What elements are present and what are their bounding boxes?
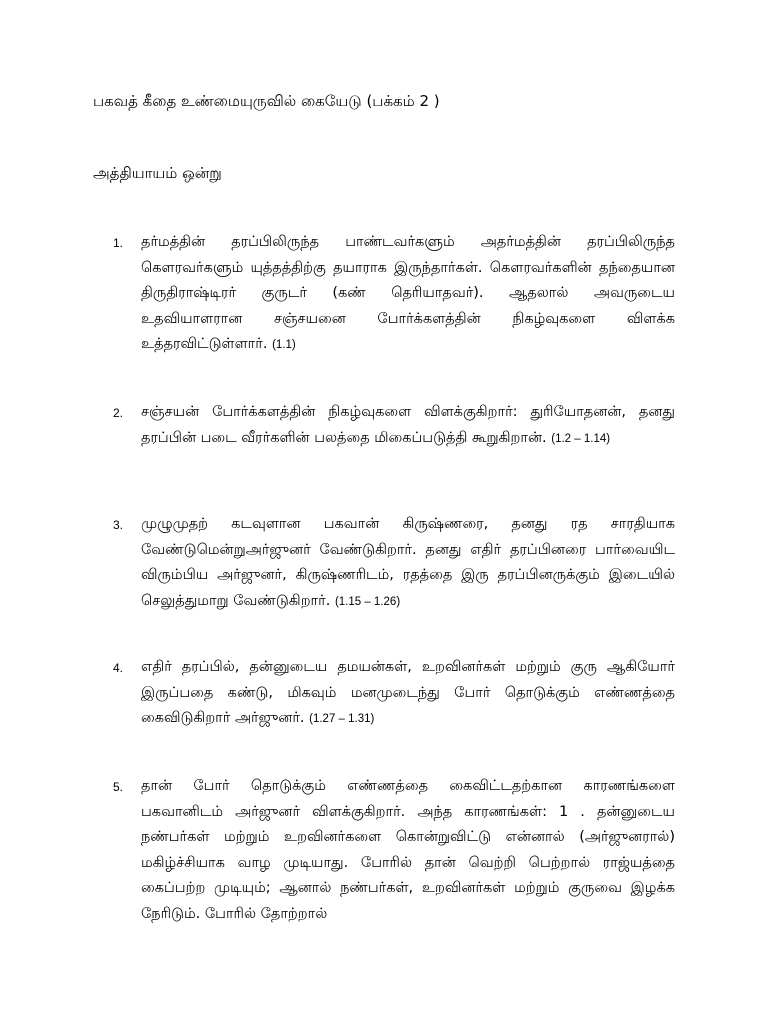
verse-reference: (1.27 – 1.31) xyxy=(309,713,375,726)
list-item-text xyxy=(141,774,675,928)
document-title: பகவத் கீதை உண்மையுருவில் கையேடு (பக்கம் 2 ) xyxy=(93,92,440,110)
list-item-body: எதிர் தரப்பில், தன்னுடைய தமயன்கள், உறவினர்கள் மற்றும் குரு ஆகியோர் இருப்பதை கண்டு, மிகவும் மனமுடைந்து போர் தொடுக்கும் எண்ணத்தை கைவிடுகிறார் அர்ஜுனர். xyxy=(141,659,675,727)
list-item-body: முழுமுதற் கடவுளான பகவான் கிருஷ்ணரை, தனது ரத சாரதியாக வேண்டுமென்றுஅர்ஜுனர் வேண்டுகிறார். தனது எதிர் தரப்பினரை பார்வையிட விரும்பிய அர்ஜுனர், கிருஷ்ணரிடம், ரதத்தை இரு தரப்பினருக்கும் இடையில் செலுத்துமாறு வேண்டுகிறார். xyxy=(141,516,675,609)
list-item-text xyxy=(141,655,675,733)
list-item-number: 5. xyxy=(113,780,124,794)
list-item-number: 1. xyxy=(113,236,124,250)
list-item-body: தான் போர் தொடுக்கும் எண்ணத்தை கைவிட்டதற்கான காரணங்களை பகவானிடம் அர்ஜுனர் விளக்குகிறார். அந்த காரணங்கள்: 1 . தன்னுடைய நண்பர்கள் மற்றும் உறவினர்களை கொன்றுவிட்டு என்னால் (அர்ஜுனரால்) மகிழ்ச்சியாக வாழ முடியாது. போரில் தான் வெற்றி பெற்றால் ராஜ்யத்தை கைப்பற்ற முடியும்; ஆனால் நண்பர்கள், உறவினர்கள் மற்றும் குருவை இழக்க நேரிடும். போரில் தோற்றால் xyxy=(141,778,675,922)
verse-reference: (1.1) xyxy=(272,339,296,352)
list-item-text xyxy=(141,400,675,452)
list-item-body: தர்மத்தின் தரப்பிலிருந்த பாண்டவர்களும் அதர்மத்தின் தரப்பிலிருந்த கௌரவர்களும் யுத்தத்திற்கு தயாராக இருந்தார்கள். கௌரவர்களின் தந்தையான திருதிராஷ்டிரர் குருடர் (கண் தெரியாதவர்). ஆதலால் அவருடைய உதவியாளரான சஞ்சயனை போர்க்களத்தின் நிகழ்வுகளை விளக்க உத்தரவிட்டுள்ளார். xyxy=(141,234,675,353)
list-item-body: சஞ்சயன் போர்க்களத்தின் நிகழ்வுகளை விளக்குகிறார்: துரியோதனன், தனது தரப்பின் படை வீரர்களின் பலத்தை மிகைப்படுத்தி கூறுகிறான். xyxy=(141,404,675,446)
list-item-number: 2. xyxy=(113,406,124,420)
list-item-text xyxy=(141,230,675,359)
chapter-heading: அத்தியாயம் ஒன்று xyxy=(93,164,222,182)
list-item-number: 4. xyxy=(113,661,124,675)
verse-reference: (1.2 – 1.14) xyxy=(551,432,611,445)
verse-reference: (1.15 – 1.26) xyxy=(334,595,401,608)
list-item-text xyxy=(141,512,675,615)
list-item-number: 3. xyxy=(113,518,124,532)
